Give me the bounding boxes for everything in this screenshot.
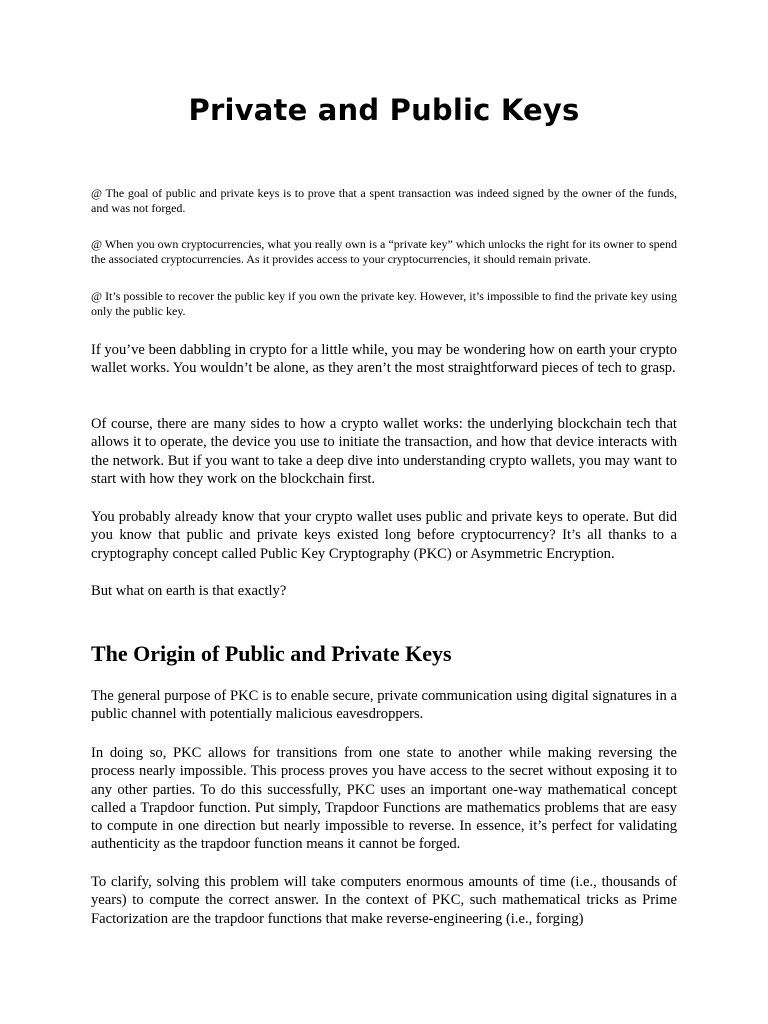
section-heading: The Origin of Public and Private Keys [91,641,452,666]
intro-paragraph-1: If you’ve been dabbling in crypto for a little while, you may be wondering how on earth your crypto wallet works. You wouldn’t be alone, as they aren’t the most straightforward pieces of tech to grasp. [91,342,677,377]
document-title: Private and Public Keys [188,93,580,127]
intro-paragraph-2: Of course, there are many sides to how a crypto wallet works: the underlying blockchain tech that allows it to operate, the device you use to initiate the transaction, and how that device interacts with the network. But if you want to take a deep dive into understanding crypto wallets, you may want to start with how they work on the blockchain first. [91,416,677,487]
section-paragraph-2: In doing so, PKC allows for transitions from one state to another while making reversing the process nearly impossible. This process proves you have access to the secret without exposing it to any other parties. To do this successfully, PKC uses an important one-way mathematical concept called a Trapdoor function. Put simply, Trapdoor Functions are mathematics problems that are easy to compute in one direction but nearly impossible to reverse. In essence, it’s perfect for validating authenticity as the trapdoor function means it cannot be forged. [91,745,677,853]
key-note-2: @ When you own cryptocurrencies, what you really own is a “private key” which unlocks the right for its owner to spend the associated cryptocurrencies. As it provides access to your cryptocurrencies, it should remain private. [91,237,677,266]
key-note-1: @ The goal of public and private keys is to prove that a spent transaction was indeed signed by the owner of the funds, and was not forged. [91,186,677,215]
key-note-3: @ It’s possible to recover the public key if you own the private key. However, it’s impossible to find the private key using only the public key. [91,289,677,318]
intro-paragraph-3: You probably already know that your crypto wallet uses public and private keys to operate. But did you know that public and private keys existed long before cryptocurrency? It’s all thanks to a cryptography concept called Public Key Cryptography (PKC) or Asymmetric Encryption. [91,509,677,562]
section-paragraph-1: The general purpose of PKC is to enable secure, private communication using digital signatures in a public channel with potentially malicious eavesdroppers. [91,688,677,723]
intro-paragraph-4: But what on earth is that exactly? [91,583,287,599]
section-paragraph-3: To clarify, solving this problem will take computers enormous amounts of time (i.e., thousands of years) to compute the correct answer. In the context of PKC, such mathematical tricks as Prime Factorization are the trapdoor functions that make reverse-engineering (i.e., forging) [91,874,677,927]
